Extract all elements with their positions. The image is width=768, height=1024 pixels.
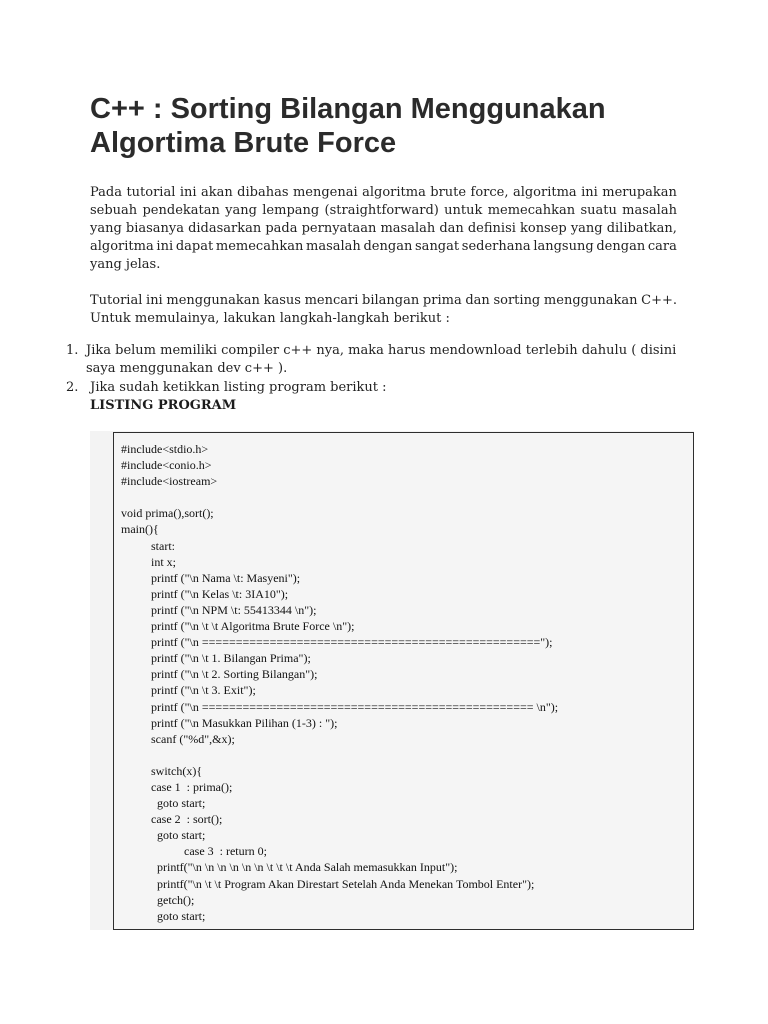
word: definisi (467, 221, 516, 236)
steps-intro-paragraph (90, 292, 677, 328)
word: pernyataan (301, 221, 377, 236)
word: cara (647, 239, 677, 254)
code-line: switch(x){ (121, 763, 203, 778)
code-line: void prima(),sort(); (121, 506, 214, 521)
code-line: start: (121, 538, 175, 553)
word: mengenai (292, 185, 358, 200)
word: algoritma (512, 185, 577, 200)
code-line: printf("\n \n \n \n \n \n \t \t \t Anda Salah memasukkan Input"); (121, 860, 458, 875)
word: yang (225, 203, 257, 218)
paragraph-line: Untuk memulainya, lakukan langkah-langkah berikut : (90, 311, 450, 326)
word: algoritma (90, 239, 154, 254)
code-line: printf("\n \t \t Program Akan Direstart Setelah Anda Menekan Tombol Enter"); (121, 876, 535, 891)
word: menggunakan (543, 293, 638, 308)
title-line: Algortima Brute Force (90, 127, 397, 159)
code-line: printf ("\n \t 2. Sorting Bilangan"); (121, 667, 318, 682)
word: (straightforward) (324, 203, 439, 218)
word: biasanya (125, 221, 184, 236)
word: didasarkan (188, 221, 262, 236)
word: lempang (262, 203, 320, 218)
word: untuk (444, 203, 483, 218)
word: dengan (596, 239, 646, 254)
word: prima (422, 293, 462, 308)
list-item-line: Jika belum memiliki compiler c++ nya, maka harus mendownload terlebih dahulu ( disini (86, 343, 677, 358)
word: suatu (580, 203, 617, 218)
page-title (90, 92, 710, 160)
code-line: scanf ("%d",&x); (121, 731, 235, 746)
code-line: printf ("\n \t 3. Exit"); (121, 683, 256, 698)
word: Pada (90, 185, 122, 200)
word: pada (265, 221, 298, 236)
word: yang (570, 221, 603, 236)
code-line: #include<iostream> (121, 474, 218, 489)
code-line (121, 747, 687, 763)
code-line: printf ("\n Nama \t: Masyeni"); (121, 570, 301, 585)
title-line: C++ : Sorting Bilangan Menggunakan (90, 93, 606, 125)
code-line (121, 489, 687, 505)
word: sebuah (90, 203, 138, 218)
word: masalah (380, 221, 436, 236)
code-line: printf ("\n \t \t Algoritma Brute Force \n"); (121, 619, 355, 634)
word: dengan (363, 239, 413, 254)
code-line: main(){ (121, 522, 159, 537)
word: konsep (519, 221, 567, 236)
code-line: printf ("\n Masukkan Pilihan (1-3) : "); (121, 715, 338, 730)
word: dapat (175, 239, 214, 254)
listing-program-label: LISTING PROGRAM (90, 398, 237, 413)
word: sederhana (461, 239, 531, 254)
word: algoritma (362, 185, 426, 200)
word: dan (465, 293, 490, 308)
word: kasus (263, 293, 301, 308)
paragraph-line: yang jelas. (90, 257, 161, 272)
list-item (66, 342, 678, 378)
code-line: printf ("\n Kelas \t: 3IA10"); (121, 586, 289, 601)
word: C++. (641, 293, 677, 308)
code-line: case 1 : prima(); (121, 779, 233, 794)
word: sorting (493, 293, 541, 308)
word: ini (156, 239, 174, 254)
word: yang (90, 221, 122, 236)
code-line: printf ("\n ================================================= \n"); (121, 699, 559, 714)
word: Tutorial (90, 293, 143, 308)
code-line: #include<stdio.h> (121, 442, 209, 456)
word: merupakan (602, 185, 677, 200)
paragraph-line (90, 202, 677, 220)
word: bilangan (362, 293, 420, 308)
word: sangat (415, 239, 460, 254)
word: dibahas (237, 185, 289, 200)
code-listing (121, 441, 687, 924)
code-line: printf ("\n \t 1. Bilangan Prima"); (121, 651, 311, 666)
paragraph-line (90, 292, 677, 310)
code-line: printf ("\n NPM \t: 55413344 \n"); (121, 602, 317, 617)
word: ini (581, 185, 598, 200)
word: masalah (622, 203, 677, 218)
code-line: goto start; (121, 796, 206, 811)
paragraph-line (90, 184, 677, 202)
word: dilibatkan, (606, 221, 677, 236)
word: masalah (306, 239, 361, 254)
word: force, (470, 185, 509, 200)
list-item-number: 2. (66, 380, 79, 395)
code-line: goto start; (121, 908, 206, 923)
word: menggunakan (166, 293, 260, 308)
list-item-number: 1. (66, 343, 79, 358)
word: ini (146, 293, 163, 308)
list-item-line: Jika sudah ketikkan listing program berikut : (86, 380, 387, 395)
word: akan (200, 185, 233, 200)
word: mencari (304, 293, 359, 308)
word: memecahkan (215, 239, 304, 254)
paragraph-line (90, 220, 677, 238)
list-item-line: saya menggunakan dev c++ ). (86, 361, 288, 376)
code-line: int x; (121, 554, 177, 569)
code-line: printf ("\n =================================================="); (121, 635, 553, 650)
code-line: case 3 : return 0; (121, 844, 267, 859)
list-item (66, 379, 678, 397)
paragraph-line (90, 238, 677, 256)
code-line: getch(); (121, 892, 195, 907)
word: dan (439, 221, 464, 236)
word: ini (179, 185, 197, 200)
word: memecahkan (487, 203, 576, 218)
word: pendekatan (142, 203, 220, 218)
word: tutorial (126, 185, 176, 200)
code-line: #include<conio.h> (121, 458, 212, 473)
word: langsung (533, 239, 594, 254)
code-line: case 2 : sort(); (121, 812, 223, 827)
intro-paragraph (90, 184, 677, 274)
word: brute (430, 185, 467, 200)
code-line: goto start; (121, 828, 206, 843)
